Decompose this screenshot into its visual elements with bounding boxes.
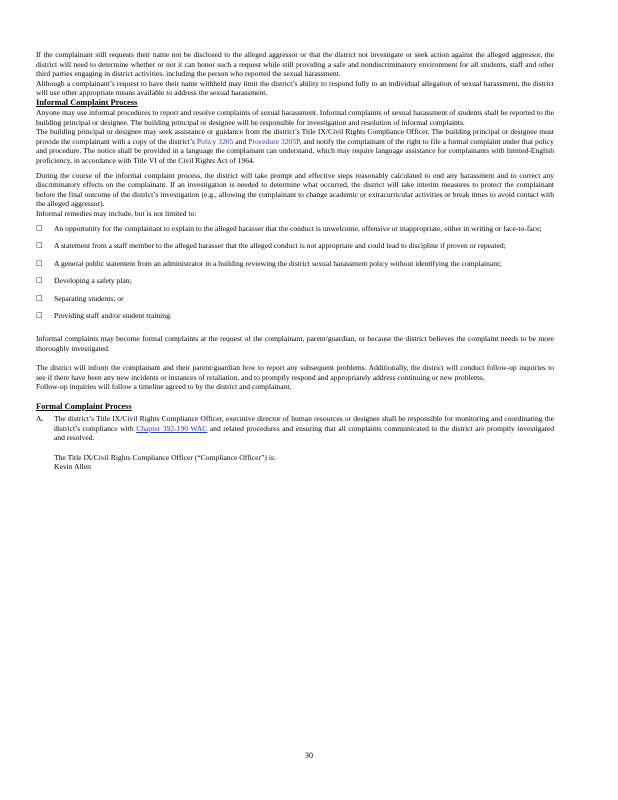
page-number: 30 bbox=[305, 751, 313, 760]
list-item: □ Developing a safety plan; bbox=[36, 276, 132, 286]
list-item: □ A statement from a staff member to the alleged harasser that the alleged conduct is not appropriate and could lead to discipline if proven or repeated; bbox=[36, 241, 506, 251]
paragraph-remedies-intro: Informal remedies may include, but is not limited to: bbox=[36, 208, 197, 218]
compliance-officer-intro: The Title IX/Civil Rights Compliance Officer (“Compliance Officer”) is: bbox=[54, 452, 277, 462]
formal-item-a bbox=[36, 414, 554, 443]
bullet-icon: □ bbox=[36, 241, 43, 250]
chapter-392-190-wac-link[interactable]: Chapter 392-190 WAC bbox=[136, 423, 208, 433]
list-item: □ Separating students; or bbox=[36, 293, 124, 303]
list-item: □ An opportunity for the complainant to explain to the alleged harasser that the conduct is unwelcome, offensive or inappropriate, either in writing or face-to-face; bbox=[36, 223, 542, 233]
text-item-a-end: and related procedures and ensuring that all complaints communicated to the district are promptly investigated and resolved. bbox=[54, 423, 555, 443]
procedure-3205p-link[interactable]: Procedure 3205P bbox=[248, 136, 300, 146]
remedies-list bbox=[36, 224, 554, 322]
paragraph-compliance-officer-guidance bbox=[36, 127, 554, 165]
text-item-a-start: The district’s Title IX/Civil Rights Compliance Officer, executive director of human resources or designee shall be responsible for monitoring and coordinating the district’s compliance with bbox=[54, 414, 554, 433]
text-guidance-start: The building principal or designee may seek assistance or guidance from the district’s Title IX/Civil Rights Compliance Officer. The building principal or designee must provide the complainant with a copy of the district’s bbox=[36, 127, 554, 146]
heading-informal-complaint: Informal Complaint Process bbox=[36, 97, 138, 107]
paragraph-name-disclosure: If the complainant still requests their name not be disclosed to the alleged aggressor or that the district not investigate or seek action against the alleged aggressor, the district will need to determine whether or not it can honor such a request while still providing a safe and nondiscriminatory environment for all students, staff and other third parties engaging in district activities, including the person who reported the sexual harassment. bbox=[36, 50, 554, 79]
paragraph-informal-procedures: Anyone may use informal procedures to report and resolve complaints of sexual harassment. Informal complaints of sexual harassment of students shall be reported to the building principal or designee. The building principal or designee will be responsible for investigation and resolution of informal complaints. bbox=[36, 107, 554, 127]
heading-formal-complaint: Formal Complaint Process bbox=[36, 402, 132, 412]
paragraph-follow-up-timeline: Follow-up inquiries will follow a timeline agreed to by the district and complainant. bbox=[36, 382, 292, 392]
list-item: □ Providing staff and/or student training. bbox=[36, 311, 172, 321]
text-guidance-end: , and notify the complainant of the right to file a formal complaint under that policy and procedure. The notice shall be provided in a language the complainant can understand, which may require language assistance for complainants with limited-English proficiency, in accordance with Title VI of the Civil Rights Act of 1964. bbox=[36, 136, 554, 165]
document-body bbox=[36, 50, 554, 472]
compliance-officer-name: Kevin Allen bbox=[54, 462, 91, 472]
bullet-icon: □ bbox=[36, 258, 43, 267]
policy-3205-link[interactable]: Policy 3205 bbox=[196, 136, 234, 146]
bullet-icon: □ bbox=[36, 276, 43, 285]
paragraph-informal-to-formal: Informal complaints may become formal complaints at the request of the complainant, parent/guardian, or because the district believes the complaint needs to be more thoroughly investigated. bbox=[36, 334, 554, 353]
bullet-icon: □ bbox=[36, 311, 43, 320]
paragraph-interim-measures: During the course of the informal complaint process, the district will take prompt and effective steps reasonably calculated to end any harassment and to correct any discriminatory effects on the complainant. If an investigation is needed to determine what occurred, the district will take interim measures to protect the complainant before the final outcome of the district’s investigation (e.g., allowing the complainant to change academic or extracurricular activities or break times to avoid contact with the alleged aggressor). bbox=[36, 170, 554, 209]
bullet-icon: □ bbox=[36, 223, 43, 232]
paragraph-follow-up: The district will inform the complainant and their parent/guardian how to report any subsequent problems. Additionally, the district will conduct follow-up inquiries to see if there have been any new incidents or instances of retaliation, and to promptly respond and appropriately address continuing or new problems. bbox=[36, 363, 554, 382]
text-and: and bbox=[235, 136, 247, 146]
bullet-icon: □ bbox=[36, 293, 43, 302]
item-label: A. bbox=[36, 414, 44, 424]
paragraph-limited-response: Although a complainant’s request to have their name withheld may limit the district’s ability to respond fully to an individual allegation of sexual harassment, the district will use other appropriate means available to address the sexual harassment. bbox=[36, 78, 554, 98]
list-item: □ A general public statement from an administrator in a building reviewing the district sexual harassment policy without identifying the complainant; bbox=[36, 258, 502, 268]
